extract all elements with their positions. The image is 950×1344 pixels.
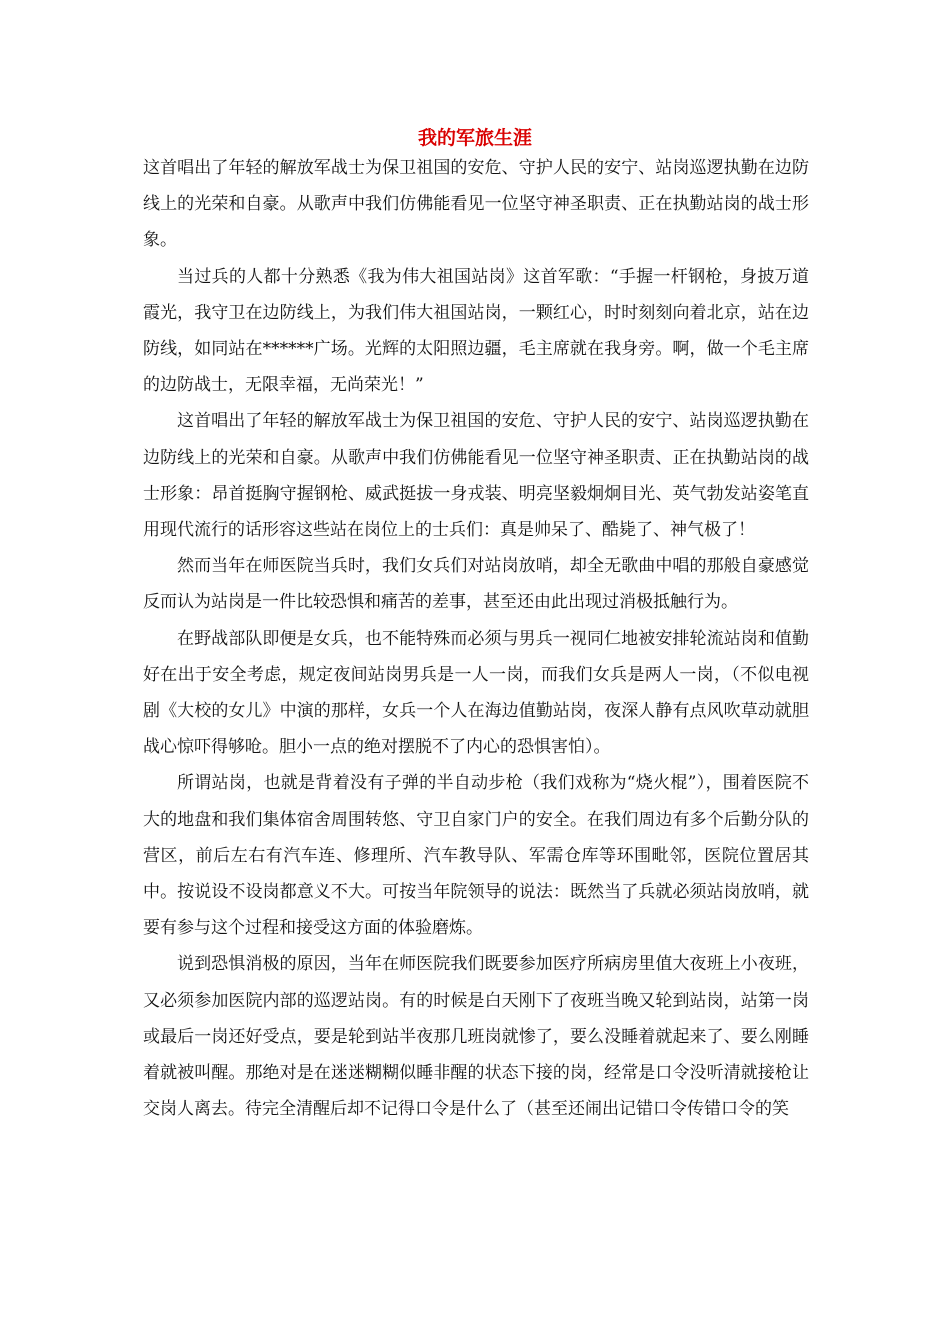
document-title: 我的军旅生涯 xyxy=(417,127,532,149)
paragraph-5: 在野战部队即便是女兵，也不能特殊而必须与男兵一视同仁地被安排轮流站岗和值勤好在出于安全考虑，规定夜间站岗男兵是一人一岗，而我们女兵是两人一岗，（不似电视剧《大校的女儿》中演的那样，女兵一个人在海边值勤站岗，夜深人静有点风吹草动就胆战心惊吓得够呛。胆小一点的绝对摆脱不了内心的恐惧害怕）。 xyxy=(143,628,809,758)
paragraph-6: 所谓站岗，也就是背着没有子弹的半自动步枪（我们戏称为“烧火棍”），围着医院不大的地盘和我们集体宿舍周围转悠、守卫自家门户的安全。在我们周边有多个后勤分队的营区，前后左右有汽车连、修理所、汽车教导队、军需仓库等环围毗邻，医院位置居其中。按说设不设岗都意义不大。可按当年院领导的说法：既然当了兵就必须站岗放哨，就要有参与这个过程和接受这方面的体验磨炼。 xyxy=(143,773,809,939)
paragraph-2: 当过兵的人都十分熟悉《我为伟大祖国站岗》这首军歌：“手握一杆钢枪，身披万道霞光，我守卫在边防线上，为我们伟大祖国站岗，一颗红心，时时刻刻向着北京，站在边防线，如同站在******广场。光辉的太阳照边疆，毛主席就在我身旁。啊，做一个毛主席的边防战士，无限幸福，无尚荣光！” xyxy=(143,266,809,396)
document-body xyxy=(143,150,809,1127)
paragraph-3: 这首唱出了年轻的解放军战士为保卫祖国的安危、守护人民的安宁、站岗巡逻执勤在边防线上的光荣和自豪。从歌声中我们仿佛能看见一位坚守神圣职责、正在执勤站岗的战士形象：昂首挺胸守握钢枪、威武挺拔一身戎装、明亮坚毅炯炯目光、英气勃发站姿笔直用现代流行的话形容这些站在岗位上的士兵们：真是帅呆了、酷毙了、神气极了！ xyxy=(143,411,809,541)
paragraph-1: 这首唱出了年轻的解放军战士为保卫祖国的安危、守护人民的安宁、站岗巡逻执勤在边防线上的光荣和自豪。从歌声中我们仿佛能看见一位坚守神圣职责、正在执勤站岗的战士形象。 xyxy=(143,158,809,251)
paragraph-7: 说到恐惧消极的原因，当年在师医院我们既要参加医疗所病房里值大夜班上小夜班，又必须参加医院内部的巡逻站岗。有的时候是白天刚下了夜班当晚又轮到站岗，站第一岗或最后一岗还好受点，要是轮到站半夜那几班岗就惨了，要么没睡着就起来了、要么刚睡着就被叫醒。那绝对是在迷迷糊糊似睡非醒的状态下接的岗，经常是口令没听清就接枪让交岗人离去。待完全清醒后却不记得口令是什么了（甚至还闹出记错口令传错口令的笑 xyxy=(143,954,809,1120)
paragraph-4: 然而当年在师医院当兵时，我们女兵们对站岗放哨，却全无歌曲中唱的那般自豪感觉反而认为站岗是一件比较恐惧和痛苦的差事，甚至还由此出现过消极抵触行为。 xyxy=(143,556,809,613)
